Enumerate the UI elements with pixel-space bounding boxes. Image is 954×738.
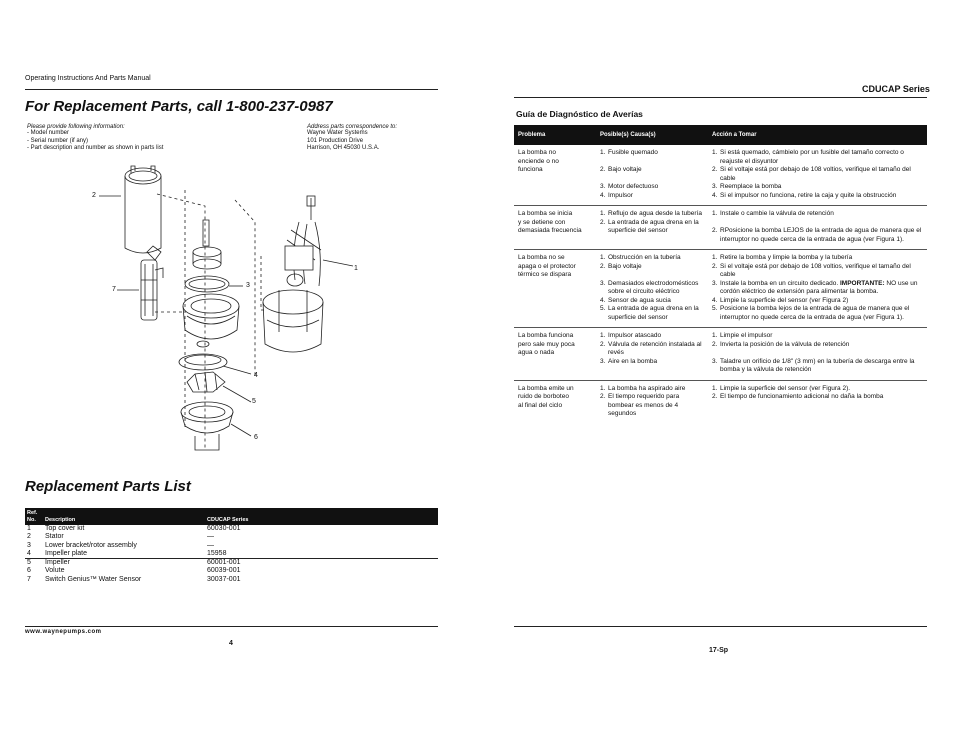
table-row: 2 Stator — [27, 533, 214, 541]
footer-url: www.waynepumps.com [25, 629, 102, 635]
table-row: 5 Impeller 60001-001 [25, 559, 438, 568]
table-row: 1 Top cover kit 60030-001 [27, 525, 241, 532]
table-row: La bomba emite un ruido de borboteo al final del ciclo 1. La bomba ha aspirado aire 2. El tiempo requerido para bombear es menos de 4 segundos 1. Limpie la superficie del sensor (ver Figura 2). 2. El tiempo de funcionamiento adicional no daña la bomba [518, 384, 884, 417]
callout-4: 4 [254, 372, 258, 379]
series-header: CDUCAP Series [862, 84, 930, 94]
footer-rule-left [25, 626, 438, 627]
series-header: CDUCAP Series [205, 508, 438, 525]
header-rule-right [514, 97, 927, 98]
callout-2: 2 [92, 192, 96, 199]
switch-sensor-part [147, 246, 161, 260]
table-row: La bomba se inicia y se detiene con demasiada frecuencia 1. Reflujo de agua desde la tubería 2. La entrada de agua drena en la superficie del sensor 1. Instale o cambie la válvula de retención 2. RPosicione la bomba LEJOS de la entrada de agua de manera que el interruptor no quede cerca de la entrada de agua (ver Figura 1). [514, 206, 927, 250]
address-line: Wayne Water Systems [307, 130, 368, 136]
troubleshooting-table [514, 125, 927, 424]
footer-rule-right [514, 626, 927, 627]
replacement-call-title: For Replacement Parts, call 1-800-237-0987 [25, 98, 333, 115]
callout-5: 5 [252, 398, 256, 405]
guide-title: Guía de Diagnóstico de Averías [516, 109, 643, 119]
table-row: La bomba funciona pero sale muy poca agua o nada 1. Impulsor atascado 2. Válvula de retención instalada al revés 3. Aire en la bomba 1. Limpie el impulsor 2. Invierta la posición de la válvula de retención 3. Taladre un orificio de 1/8" (3 mm) en la tubería de descarga entre la bomba y la válvula de retención [514, 328, 927, 381]
info-item: - Model number [27, 130, 70, 136]
table-row: 6 Volute 60039-001 [27, 567, 241, 575]
table-row: 3 Lower bracket/rotor assembly — [27, 541, 214, 549]
callout-7: 7 [112, 286, 116, 293]
header-rule [25, 89, 438, 90]
callout-3: 3 [246, 282, 250, 289]
action-header: Acción a Tomar [708, 125, 927, 145]
info-block [27, 124, 163, 153]
table-row: La bomba no se apaga o el protector térmico se dispara 1. Obstrucción en la tubería 2. Bajo voltaje 3. Demasiados electrodomésticos sobre el circuito eléctrico 4. Sensor de agua sucia 5. La entrada de agua drena en la superficie del sensor 1. Retire la bomba y limpie la bomba y la tubería 2. Si el voltaje está por debajo de 108 voltios, verifique el tamaño del cable 3. Instale la bomba en un circuito dedicado. IMPORTANTE: NO use un cordón eléctrico de extensión para alimentar la bomba. 4. Limpie la superficie del sensor (ver Figura 2) 5. Posicione la bomba lejos de la entrada de agua de manera que el interruptor no quede cerca de la entrada de agua (ver Figura 1). [514, 250, 927, 328]
page-number-right: 17-Sp [709, 647, 729, 654]
cause-header: Posible(s) Causa(s) [596, 125, 708, 145]
description-header: Description [43, 508, 205, 525]
exploded-parts-diagram [95, 160, 385, 455]
page-number-left: 4 [229, 640, 233, 647]
info-item: - Part description and number as shown in parts list [27, 145, 164, 151]
address-line: 101 Production Drive [307, 137, 364, 144]
table-row: 7 Switch Genius™ Water Sensor 30037-001 [27, 575, 241, 583]
top-cover-part [125, 168, 161, 184]
address-block [307, 124, 397, 153]
parts-table [25, 508, 438, 584]
info-label: Please provide following information: [27, 124, 125, 130]
table-row: 4 Impeller plate 15958 [27, 549, 227, 557]
info-item: - Serial number (if any) [27, 137, 89, 144]
parts-list-title: Replacement Parts List [25, 478, 191, 495]
callout-6: 6 [254, 434, 258, 441]
problem-header: Problema [514, 125, 596, 145]
address-line: Harrison, OH 45030 U.S.A. [307, 145, 380, 151]
page-header: Operating Instructions And Parts Manual [25, 75, 151, 82]
table-row: La bomba no enciende o no funciona 1. Fusible quemado 2. Bajo voltaje 3. Motor defectuoso 4. Impulsor 1. Si está quemado, cámbielo por un fusible del tamaño correcto o reajuste el disyuntor 2. Si el voltaje está por debajo de 108 voltios, verifique el tamaño del cable 3. Reemplace la bomba 4. Si el impulsor no funciona, retire la caja y quite la obstrucción [514, 145, 927, 206]
address-label: Address parts correspondence to: [307, 124, 398, 130]
rotor-shaft-part [203, 220, 209, 246]
callout-1: 1 [354, 265, 358, 272]
ref-no-header: Ref. No. [25, 508, 43, 525]
